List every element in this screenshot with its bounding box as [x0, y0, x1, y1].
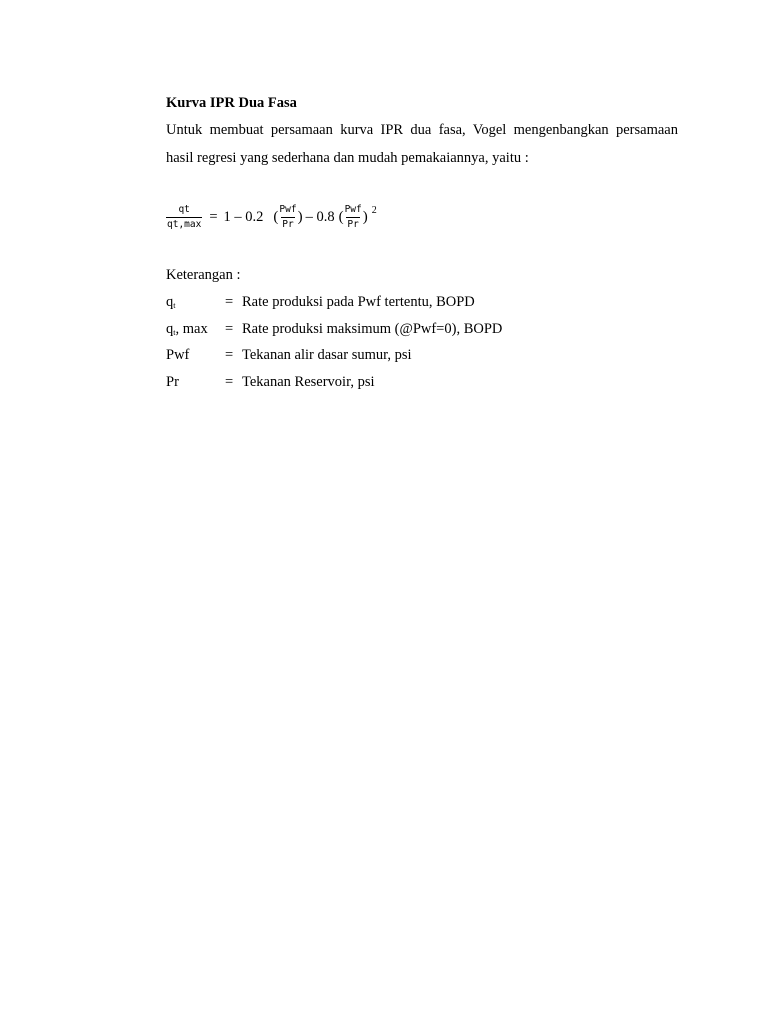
document-page — [166, 92, 678, 390]
equals-sign: = — [209, 209, 218, 225]
frac1-denominator: Pr — [282, 218, 294, 230]
symbol-qt: $q_t$ — [166, 294, 176, 310]
lhs-fraction — [166, 204, 202, 231]
keterangan-row-qt — [166, 291, 678, 318]
equals-sign: = — [225, 294, 234, 310]
constant-term: 1 – 0.2 — [223, 209, 264, 225]
definition-text: Tekanan alir dasar sumur, psi — [242, 347, 412, 363]
symbol-qtmax: $q_t$, max — [166, 320, 208, 337]
frac2-denominator: Pr — [347, 218, 359, 230]
exponent: 2 — [371, 205, 377, 216]
pwf-pr-fraction-1 — [278, 204, 297, 231]
vogel-equation — [166, 197, 678, 237]
keterangan-row-pwf — [166, 344, 678, 371]
equals-sign: = — [225, 320, 234, 337]
keterangan-row-pr — [166, 371, 678, 398]
intro-paragraph — [166, 116, 678, 172]
close-paren-2: ) — [362, 209, 368, 225]
keterangan-row-qtmax — [166, 318, 678, 345]
lhs-denominator: qt,max — [167, 218, 202, 230]
paragraph-line-2: hasil regresi yang sederhana dan mudah pemakaiannya, yaitu : — [166, 150, 529, 166]
equals-sign: = — [225, 347, 234, 363]
symbol-pwf: Pwf — [166, 347, 190, 363]
close-paren-1: ) — [297, 209, 303, 225]
definition-text: Tekanan Reservoir, psi — [242, 373, 375, 390]
frac1-numerator: Pwf — [279, 203, 297, 215]
pwf-pr-fraction-2 — [344, 204, 363, 231]
paragraph-line-1: Untuk membuat persamaan kurva IPR dua fasa, Vogel mengenbangkan persamaan — [166, 122, 678, 138]
keterangan-title: Keterangan : — [166, 267, 241, 283]
open-paren-1: ( — [273, 209, 279, 225]
keterangan-list — [166, 291, 678, 397]
lhs-numerator: qt — [178, 203, 190, 215]
section-heading: Kurva IPR Dua Fasa — [166, 95, 297, 111]
open-paren-2: ( — [338, 209, 344, 225]
symbol-pr: Pr — [166, 373, 179, 390]
definition-text: Rate produksi pada Pwf tertentu, BOPD — [242, 294, 475, 310]
definition-text: Rate produksi maksimum (@Pwf=0), BOPD — [242, 320, 503, 337]
second-term: – 0.8 — [305, 209, 335, 225]
equals-sign: = — [225, 373, 234, 390]
frac2-numerator: Pwf — [344, 203, 362, 215]
